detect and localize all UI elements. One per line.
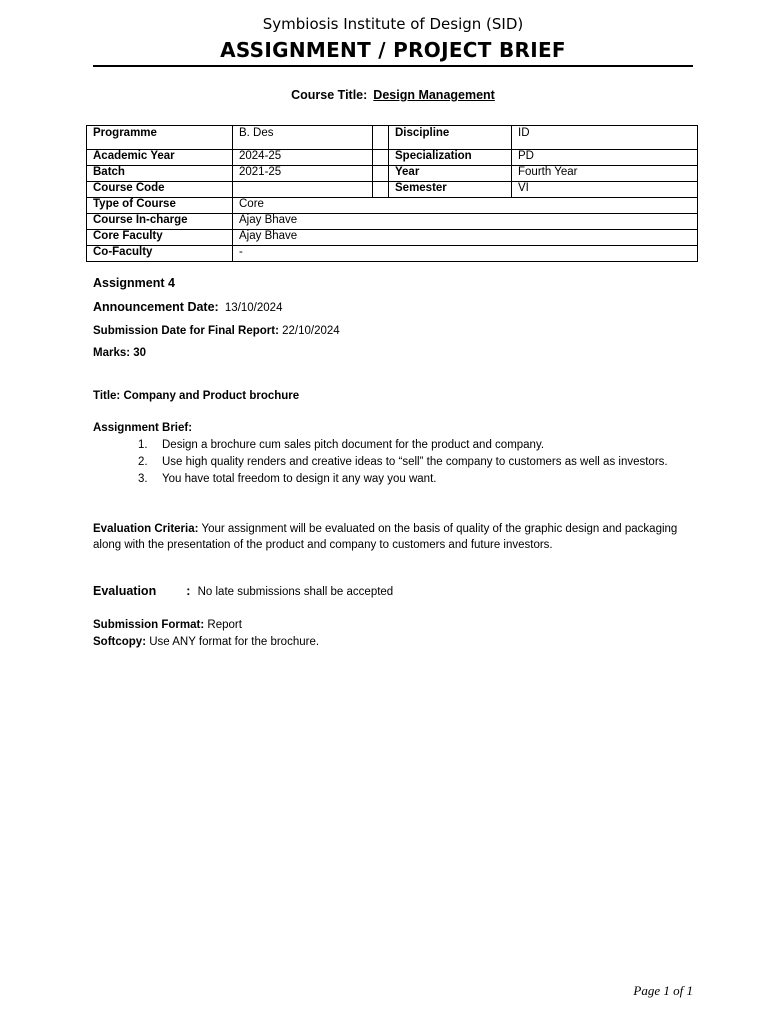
- page-number: Page 1 of 1: [633, 983, 693, 998]
- softcopy-label: Softcopy:: [93, 636, 147, 648]
- semester-label: Semester: [389, 182, 512, 198]
- announcement-value: 13/10/2024: [224, 302, 283, 314]
- list-item-text: You have total freedom to design it any way you want.: [162, 473, 437, 485]
- submission-date-label: Submission Date for Final Report:: [93, 325, 279, 337]
- discipline-label: Discipline: [389, 126, 512, 150]
- table-row: [87, 182, 698, 198]
- course-title-line: [93, 88, 693, 102]
- submission-format-line: [93, 619, 242, 631]
- list-item-number: 3.: [138, 473, 148, 485]
- assignment-number: Assignment 4: [93, 276, 175, 290]
- table-row: [87, 198, 698, 214]
- submission-date-line: [93, 325, 340, 337]
- list-item-number: 2.: [138, 456, 148, 468]
- table-row: [87, 126, 698, 150]
- evaluation-criteria-text: Your assignment will be evaluated on the basis of quality of the graphic design and packaging along with the presentation of the product and company to customers and future investors.: [93, 523, 678, 551]
- evaluation-colon: :: [186, 584, 191, 598]
- specialization-value: PD: [512, 150, 698, 166]
- marks: Marks: 30: [93, 347, 147, 359]
- evaluation-criteria-label: Evaluation Criteria:: [93, 523, 199, 535]
- course-title-value: Design Management: [373, 88, 495, 102]
- submission-date-value: 22/10/2024: [282, 325, 340, 337]
- spacer-cell: [373, 126, 389, 150]
- table-row: [87, 150, 698, 166]
- list-item: [138, 456, 668, 473]
- list-item-text: Use high quality renders and creative ideas to “sell” the company to customers as well as investors.: [162, 456, 668, 468]
- assignment-title: Title: Company and Product brochure: [93, 390, 300, 402]
- list-item-text: Design a brochure cum sales pitch document for the product and company.: [162, 439, 545, 451]
- year-value: Fourth Year: [512, 166, 698, 182]
- programme-value: B. Des: [233, 126, 373, 150]
- semester-value: VI: [512, 182, 698, 198]
- announcement-label: Announcement Date:: [93, 300, 219, 314]
- evaluation-text: No late submissions shall be accepted: [197, 586, 394, 598]
- academic-year-label: Academic Year: [87, 150, 233, 166]
- announcement-line: [93, 300, 282, 314]
- document-title: ASSIGNMENT / PROJECT BRIEF: [220, 38, 566, 62]
- table-row: [87, 166, 698, 182]
- programme-label: Programme: [87, 126, 233, 150]
- course-incharge-value: Ajay Bhave: [233, 214, 698, 230]
- list-item: [138, 473, 668, 490]
- course-info-table: [86, 125, 698, 262]
- spacer-cell: [373, 150, 389, 166]
- year-label: Year: [389, 166, 512, 182]
- course-code-value: [233, 182, 373, 198]
- academic-year-value: 2024-25: [233, 150, 373, 166]
- spacer-cell: [373, 166, 389, 182]
- course-title-label: Course Title:: [291, 88, 368, 102]
- type-of-course-label: Type of Course: [87, 198, 233, 214]
- list-item-number: 1.: [138, 439, 148, 451]
- table-row: [87, 246, 698, 262]
- evaluation-criteria: [93, 521, 693, 553]
- softcopy-line: [93, 636, 319, 648]
- evaluation-line: [93, 584, 393, 598]
- co-faculty-value: -: [233, 246, 698, 262]
- type-of-course-value: Core: [233, 198, 698, 214]
- submission-format-value: Report: [207, 619, 242, 631]
- title-divider: [93, 65, 693, 67]
- discipline-value: ID: [512, 126, 698, 150]
- course-incharge-label: Course In-charge: [87, 214, 233, 230]
- assignment-brief-label: Assignment Brief:: [93, 422, 193, 434]
- list-item: [138, 439, 668, 456]
- table-row: [87, 214, 698, 230]
- spacer-cell: [373, 182, 389, 198]
- evaluation-label: Evaluation: [93, 584, 157, 598]
- submission-format-label: Submission Format:: [93, 619, 205, 631]
- batch-label: Batch: [87, 166, 233, 182]
- assignment-brief-list: [138, 439, 668, 490]
- specialization-label: Specialization: [389, 150, 512, 166]
- table-row: [87, 230, 698, 246]
- core-faculty-value: Ajay Bhave: [233, 230, 698, 246]
- softcopy-value: Use ANY format for the brochure.: [149, 636, 320, 648]
- core-faculty-label: Core Faculty: [87, 230, 233, 246]
- course-code-label: Course Code: [87, 182, 233, 198]
- institute-name: Symbiosis Institute of Design (SID): [262, 15, 524, 33]
- co-faculty-label: Co-Faculty: [87, 246, 233, 262]
- batch-value: 2021-25: [233, 166, 373, 182]
